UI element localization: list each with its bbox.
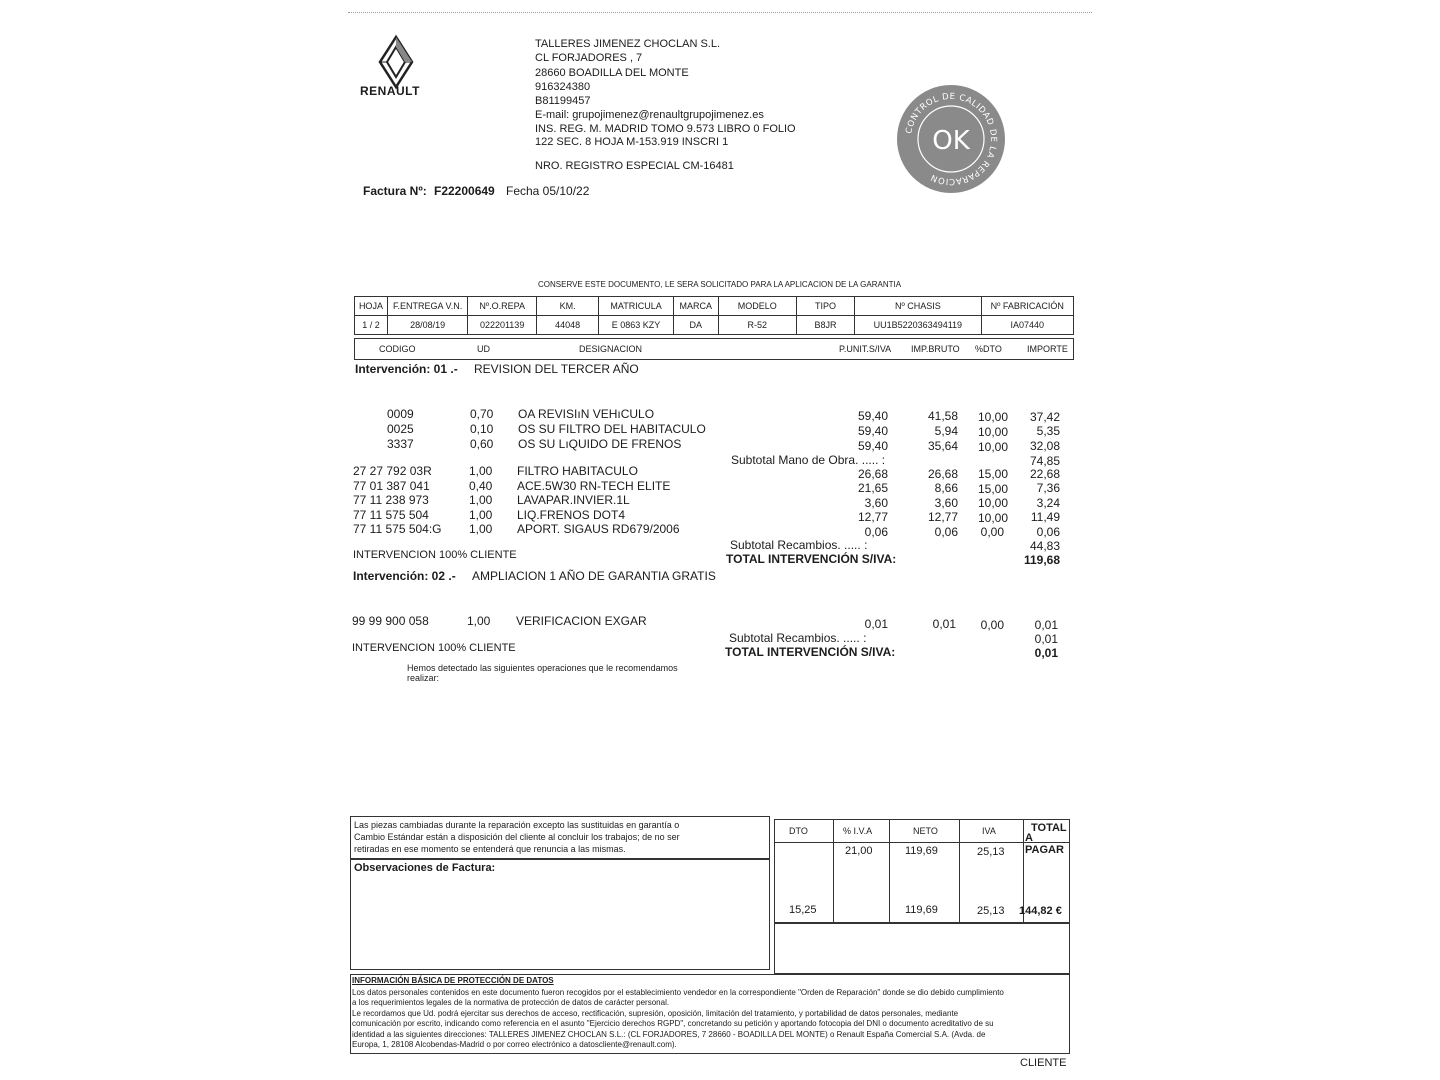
item-bruto: 35,64: [927, 439, 958, 453]
item-punit: 0,06: [864, 525, 888, 539]
item-importe: 3,24: [1036, 496, 1060, 510]
warranty-notice: CONSERVE ESTE DOCUMENTO, LE SERA SOLICITADO PARA LA APLICACION DE LA GARANTIA: [538, 280, 902, 289]
item-dto: 10,00: [977, 410, 1008, 424]
intervention-2-total: 0,01: [1034, 646, 1058, 660]
recommend-line-1: Hemos detectado las siguientes operaciones que le recomendamos: [407, 663, 678, 673]
item-code: 77 01 387 041: [353, 479, 430, 493]
subtotal-labor-label: Subtotal Mano de Obra. ..... :: [731, 453, 886, 467]
intervention-1-total-label: TOTAL INTERVENCIÓN S/IVA:: [726, 552, 897, 566]
vehicle-value-cell: 022201139: [468, 316, 537, 335]
privacy-line: identidad a las siguientes direcciones: TALLERES JIMENEZ CHOCLAN S.L.: (CL FORJADORES, 7 28660 - BOADILLA DEL MONTE) o Renault España Comercial S.A. (Avda. de: [352, 1029, 986, 1039]
item-ud: 1,00: [467, 614, 491, 628]
invoice-date: Fecha 05/10/22: [506, 184, 590, 198]
brand-name: RENAULT: [360, 84, 420, 98]
item-dto: 10,00: [977, 511, 1008, 525]
item-desc: LAVAPAR.INVIER.1L: [517, 493, 630, 507]
item-ud: 1,00: [469, 493, 493, 507]
privacy-line: Europa, 1, 28108 Alcobendas-Madrid o por correo electrónico a datoscliente@renault.com).: [352, 1040, 677, 1050]
item-desc: FILTRO HABITACULO: [517, 464, 638, 478]
vehicle-value-cell: DA: [673, 316, 718, 335]
privacy-line: Los datos personales contenidos en este documento fueron recogidos por el establecimiento vendedor en la correspondiente "Orden de Reparación" donde se dio debido cumplimiento: [352, 988, 1004, 997]
company-registry-2: 122 SEC. 8 HOJA M-153.919 INSCRI 1: [535, 136, 729, 148]
company-email: E-mail: grupojimenez@renaultgrupojimenez.es: [535, 109, 764, 121]
top-edge: [348, 12, 1092, 13]
company-address: CL FORJADORES , 7: [535, 52, 643, 64]
vehicle-header-cell: TIPO: [796, 297, 854, 316]
company-name: TALLERES JIMENEZ CHOCLAN S.L.: [535, 38, 721, 50]
privacy-box: [350, 974, 1070, 1054]
item-code: 77 11 575 504: [353, 508, 429, 522]
parts-note-box: [350, 816, 770, 860]
item-bruto: 8,66: [934, 481, 958, 495]
item-bruto: 0,01: [932, 617, 956, 631]
company-special-registry: NRO. REGISTRO ESPECIAL CM-16481: [535, 160, 734, 172]
item-ud: 0,10: [470, 422, 494, 436]
vehicle-header-cell: Nº FABRICACIÓN: [981, 297, 1074, 316]
item-importe: 37,42: [1029, 410, 1060, 424]
item-bruto: 26,68: [927, 467, 958, 481]
item-ud: 0,60: [470, 437, 494, 451]
vehicle-header-cell: MARCA: [673, 297, 718, 316]
item-importe: 0,01: [1034, 618, 1058, 632]
item-ud: 1,00: [469, 464, 493, 478]
subtotal-parts-2-label: Subtotal Recambios. ..... :: [729, 631, 867, 645]
vehicle-table: [354, 296, 1074, 335]
item-punit: 59,40: [857, 439, 888, 453]
item-desc: OA REVISIıN VEHıCULO: [518, 407, 655, 421]
vehicle-header-row: [355, 297, 1074, 316]
company-phone: 916324380: [535, 81, 591, 93]
vehicle-value-cell: UU1B5220363494119: [855, 316, 981, 335]
item-punit: 12,77: [857, 510, 888, 524]
quality-stamp: [896, 84, 1006, 194]
item-ud: 0,70: [470, 407, 494, 421]
totals-row1-piva: 21,00: [845, 845, 873, 857]
item-bruto: 0,06: [934, 525, 958, 539]
item-desc: OS SU FILTRO DEL HABITACULO: [518, 422, 706, 436]
intervention-2-label: Intervención: 02 .-: [353, 569, 456, 583]
totals-row1-iva: 25,13: [977, 846, 1005, 858]
item-desc: APORT. SIGAUS RD679/2006: [517, 522, 680, 536]
intervention-1-title: REVISION DEL TERCER AÑO: [474, 362, 639, 376]
recommend-line-2: realizar:: [407, 673, 440, 683]
item-punit: 0,01: [864, 617, 888, 631]
subtotal-labor-value: 74,85: [1029, 454, 1060, 468]
item-bruto: 5,94: [934, 424, 958, 438]
copy-label: CLIENTE: [1020, 1057, 1067, 1069]
col-designacion: DESIGNACION: [579, 344, 643, 354]
vehicle-value-row: [355, 316, 1074, 335]
subtotal-parts-2-value: 0,01: [1034, 632, 1058, 646]
item-dto: 0,00: [980, 525, 1004, 539]
vehicle-header-cell: MATRICULA: [599, 297, 674, 316]
item-punit: 59,40: [857, 409, 888, 423]
item-ud: 1,00: [469, 522, 493, 536]
item-desc: VERIFICACION EXGAR: [516, 614, 647, 628]
item-importe: 0,06: [1036, 525, 1060, 539]
item-code: 0025: [387, 422, 414, 436]
item-code: 0009: [387, 407, 414, 421]
parts-note-line-1: Las piezas cambiadas durante la reparación excepto las sustituidas en garantía o: [354, 820, 680, 830]
vehicle-value-cell: B8JR: [796, 316, 854, 335]
privacy-line: comunicación por escrito, indicando como referencia en el asunto "Ejercicio derechos RGPD", concretando su petición y aportando fotocopia del DNI o documento acreditativo de su: [352, 1019, 994, 1029]
intervention-2-total-label: TOTAL INTERVENCIÓN S/IVA:: [725, 645, 896, 659]
vehicle-value-cell: IA07440: [981, 316, 1074, 335]
invoice-page: [348, 12, 1092, 1074]
item-punit: 21,65: [857, 481, 888, 495]
privacy-line: a los requerimientos legales de la normativa de protección de datos de carácter personal.: [352, 998, 670, 1008]
item-desc: LIQ.FRENOS DOT4: [517, 508, 626, 522]
item-importe: 32,08: [1029, 439, 1060, 453]
privacy-title: INFORMACIÓN BÁSICA DE PROTECCIÓN DE DATOS: [352, 976, 554, 985]
parts-note-line-2: Cambio Estándar están a disposición del cliente al concluir los trabajos; de no ser: [354, 832, 680, 842]
item-bruto: 12,77: [927, 510, 958, 524]
vehicle-header-cell: Nº CHASIS: [855, 297, 981, 316]
item-dto: 15,00: [977, 467, 1008, 481]
item-dto: 10,00: [977, 496, 1008, 510]
totals-header-dto: DTO: [789, 826, 808, 836]
company-city: 28660 BOADILLA DEL MONTE: [535, 67, 689, 79]
subtotal-parts-value: 44,83: [1029, 539, 1060, 553]
totals-header-iva: IVA: [982, 826, 996, 836]
vehicle-value-cell: 44048: [536, 316, 598, 335]
observations-label: Observaciones de Factura:: [354, 862, 496, 874]
item-importe: 7,36: [1036, 481, 1060, 495]
col-codigo: CODIGO: [379, 344, 416, 354]
item-code: 77 11 575 504:G: [353, 522, 442, 536]
totals-box: [774, 819, 1070, 924]
item-code: 77 11 238 973: [353, 493, 429, 507]
totals-row2-iva: 25,13: [977, 905, 1005, 917]
item-code: 99 99 900 058: [352, 614, 429, 628]
col-importe: IMPORTE: [1027, 344, 1068, 354]
totals-row1-neto: 119,69: [905, 845, 938, 857]
invoice-number: F22200649: [434, 184, 495, 198]
intervention-1-client: INTERVENCION 100% CLIENTE: [353, 549, 517, 561]
totals-row2-dto: 15,25: [789, 904, 817, 916]
item-bruto: 3,60: [934, 496, 958, 510]
company-cif: B81199457: [535, 95, 591, 107]
intervention-1-total: 119,68: [1023, 553, 1060, 567]
grand-total: 144,82 €: [1019, 905, 1062, 917]
item-punit: 3,60: [864, 496, 888, 510]
item-importe: 5,35: [1036, 424, 1060, 438]
item-bruto: 41,58: [927, 409, 958, 423]
vehicle-value-cell: 1 / 2: [355, 316, 388, 335]
item-ud: 0,40: [469, 479, 493, 493]
parts-note-line-3: retiradas en ese momento se entenderá que renuncia a las mismas.: [354, 844, 626, 854]
line-items-header: [354, 338, 1074, 360]
vehicle-header-cell: MODELO: [718, 297, 796, 316]
item-desc: OS SU LıQUIDO DE FRENOS: [518, 437, 682, 451]
privacy-text: [352, 988, 1068, 1050]
vehicle-header-cell: KM.: [536, 297, 598, 316]
vehicle-value-cell: 28/08/19: [387, 316, 467, 335]
col-punit: P.UNIT.S/IVA: [839, 344, 892, 354]
invoice-number-label: Factura Nº:: [363, 184, 427, 198]
intervention-1-label: Intervención: 01 .-: [355, 362, 458, 376]
totals-header-apagar: A PAGAR: [1025, 832, 1064, 856]
vehicle-value-cell: E 0863 KZY: [599, 316, 674, 335]
item-dto: 15,00: [977, 482, 1008, 496]
totals-header-neto: NETO: [913, 826, 938, 836]
totals-header-piva: % I.V.A: [843, 826, 873, 836]
vehicle-header-cell: HOJA: [355, 297, 388, 316]
subtotal-parts-label: Subtotal Recambios. ..... :: [730, 538, 868, 552]
totals-header-total: TOTAL: [1031, 822, 1067, 834]
totals-row2-neto: 119,69: [905, 904, 938, 916]
item-importe: 22,68: [1029, 467, 1060, 481]
col-ud: UD: [477, 344, 490, 354]
item-code: 3337: [387, 437, 414, 451]
intervention-2-client: INTERVENCION 100% CLIENTE: [352, 642, 516, 654]
stamp-ok-text: OK: [932, 126, 970, 156]
vehicle-value-cell: R-52: [718, 316, 796, 335]
company-registry-1: INS. REG. M. MADRID TOMO 9.573 LIBRO 0 FOLIO: [535, 123, 796, 135]
col-dto: %DTO: [975, 344, 1002, 354]
stamp-ring-text: CONTROL DE CALIDAD DE LA REPARACION: [904, 91, 999, 187]
vehicle-header-cell: F.ENTREGA V.N.: [387, 297, 467, 316]
vehicle-header-cell: Nº.O.REPA: [468, 297, 537, 316]
item-dto: 10,00: [977, 425, 1008, 439]
signature-box: [774, 922, 1070, 974]
item-dto: 0,00: [980, 618, 1004, 632]
item-desc: ACE.5W30 RN-TECH ELITE: [517, 479, 671, 493]
item-ud: 1,00: [469, 508, 493, 522]
item-dto: 10,00: [977, 440, 1008, 454]
observations-box: [350, 858, 770, 970]
item-code: 27 27 792 03R: [353, 464, 432, 478]
item-punit: 59,40: [857, 424, 888, 438]
item-importe: 11,49: [1030, 510, 1060, 524]
intervention-2-title: AMPLIACION 1 AÑO DE GARANTIA GRATIS: [472, 569, 716, 583]
col-impbruto: IMP.BRUTO: [911, 344, 960, 354]
privacy-line: Le recordamos que Ud. podrá ejercitar sus derechos de acceso, rectificación, supresión, oposición, limitación del tratamiento, y portabilidad de datos personales, mediante: [352, 1008, 959, 1018]
item-punit: 26,68: [857, 467, 888, 481]
